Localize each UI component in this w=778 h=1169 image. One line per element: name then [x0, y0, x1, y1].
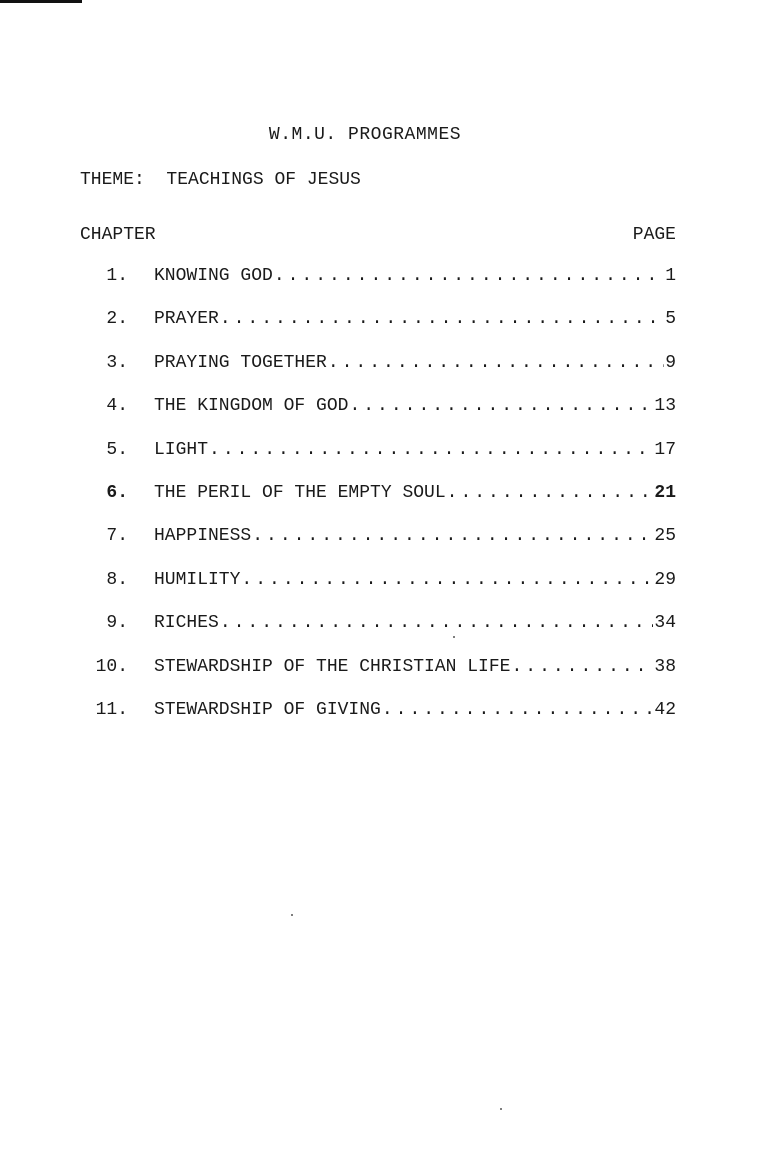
- page-number: 34: [654, 613, 676, 634]
- toc-entry: [80, 570, 676, 613]
- chapter-title: HUMILITY: [154, 569, 241, 590]
- chapter-number: 1.: [106, 266, 128, 286]
- page-number: 17: [654, 439, 676, 460]
- chapter-title: LIGHT: [154, 439, 209, 460]
- toc-entry: [80, 657, 676, 700]
- toc-entry: [80, 526, 676, 569]
- page-number: 29: [654, 569, 676, 590]
- chapter-number: 11.: [95, 699, 128, 720]
- chapter-number: 4.: [106, 396, 128, 417]
- chapter-number: 10.: [95, 656, 128, 677]
- toc-entry: [80, 266, 676, 309]
- scan-speck: [291, 914, 293, 916]
- chapter-number: 9.: [106, 613, 128, 634]
- page-number: 1: [665, 266, 676, 286]
- dot-leader: [328, 353, 664, 373]
- scan-speck: [453, 636, 455, 638]
- chapter-title: STEWARDSHIP OF THE CHRISTIAN LIFE: [154, 656, 511, 677]
- chapter-title: RICHES: [154, 613, 219, 634]
- dot-leader: [274, 266, 664, 286]
- chapter-title: THE PERIL OF THE EMPTY SOUL: [154, 482, 446, 503]
- chapter-number: 6.: [106, 482, 128, 503]
- chapter-number: 2.: [106, 309, 128, 330]
- chapter-title: KNOWING GOD: [154, 266, 273, 286]
- chapter-column-heading: CHAPTER: [80, 225, 156, 245]
- chapter-number: 3.: [106, 352, 128, 373]
- page-number: 9: [665, 352, 676, 373]
- chapter-title: HAPPINESS: [154, 526, 252, 547]
- chapter-title: THE KINGDOM OF GOD: [154, 396, 349, 417]
- page-number: 21: [654, 482, 676, 503]
- toc-entry: [80, 700, 676, 743]
- dot-leader: [382, 700, 654, 720]
- chapter-title: PRAYER: [154, 309, 219, 330]
- toc-entry: [80, 613, 676, 656]
- chapter-number: 5.: [106, 439, 128, 460]
- toc-entry: [80, 396, 676, 439]
- dot-leader: [209, 440, 653, 460]
- dot-leader: [220, 613, 654, 633]
- chapter-title: STEWARDSHIP OF GIVING: [154, 699, 381, 720]
- dot-leader: [252, 526, 653, 546]
- chapter-number: 8.: [106, 569, 128, 590]
- dot-leader: [241, 570, 653, 590]
- dot-leader: [511, 657, 653, 677]
- page-number: 25: [654, 526, 676, 547]
- dot-leader: [447, 483, 654, 503]
- page-number: 42: [654, 699, 676, 720]
- toc-entry: [80, 309, 676, 352]
- dot-leader: [349, 396, 653, 416]
- table-of-contents: [80, 266, 676, 743]
- page-number: 13: [654, 396, 676, 417]
- theme-value: TEACHINGS OF JESUS: [166, 170, 361, 190]
- toc-entry: [80, 483, 676, 526]
- document-title: W.M.U. PROGRAMMES: [268, 125, 462, 145]
- theme-label: THEME:: [80, 170, 145, 190]
- scan-speck: [500, 1108, 502, 1110]
- dot-leader: [220, 309, 664, 329]
- page-column-heading: PAGE: [632, 225, 676, 245]
- toc-entry: [80, 440, 676, 483]
- toc-entry: [80, 353, 676, 396]
- scan-edge-mark: [0, 0, 82, 3]
- page-number: 5: [665, 309, 676, 330]
- theme-line: [80, 170, 361, 190]
- page-number: 38: [654, 656, 676, 677]
- chapter-title: PRAYING TOGETHER: [154, 352, 327, 373]
- chapter-number: 7.: [106, 526, 128, 547]
